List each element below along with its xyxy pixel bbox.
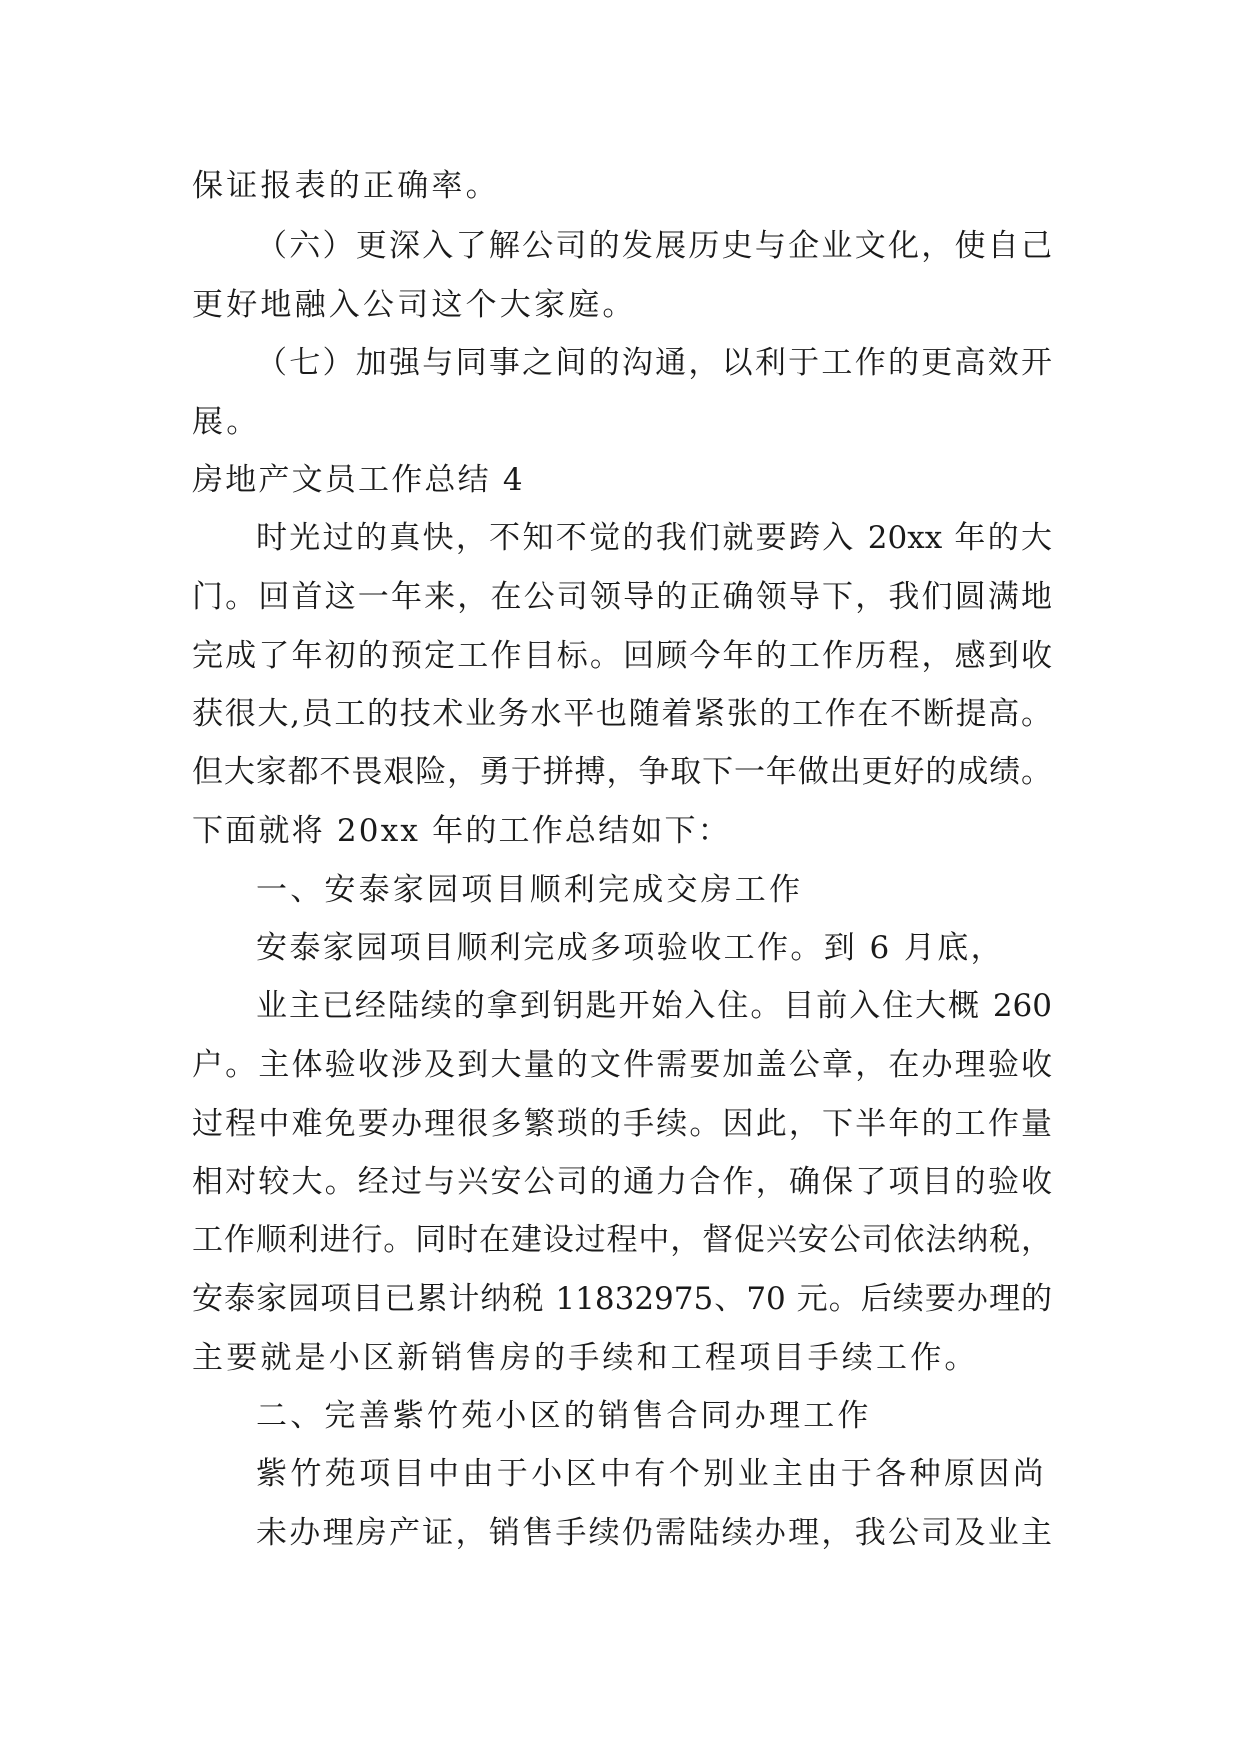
text-line: 紫竹苑项目中由于小区中有个别业主由于各种原因尚 [256, 1456, 1048, 1492]
paragraph-line: 业主已经陆续的拿到钥匙开始入住。目前入住大概 260 [256, 988, 1052, 1024]
paragraph-line: （六）更深入了解公司的发展历史与企业文化，使自己 [256, 228, 1052, 264]
section-heading: 房地产文员工作总结 4 [192, 462, 525, 498]
list-heading: 二、完善紫竹苑小区的销售合同办理工作 [256, 1398, 872, 1434]
paragraph-line: 过程中难免要办理很多繁琐的手续。因此，下半年的工作量 [192, 1106, 1052, 1142]
paragraph-line: 安泰家园项目已累计纳税 11832975、70 元。后续要办理的 [192, 1281, 1052, 1317]
text-line: 下面就将 20xx 年的工作总结如下： [192, 813, 731, 849]
text-line: 保证报表的正确率。 [192, 168, 500, 204]
paragraph-line: 但大家都不畏艰险，勇于拼搏，争取下一年做出更好的成绩。 [192, 754, 1052, 790]
paragraph-line: 获很大,员工的技术业务水平也随着紧张的工作在不断提高。 [192, 696, 1052, 732]
paragraph-line: 完成了年初的预定工作目标。回顾今年的工作历程，感到收 [192, 638, 1052, 674]
paragraph-line: （七）加强与同事之间的沟通，以利于工作的更高效开 [256, 345, 1052, 381]
text-line: 主要就是小区新销售房的手续和工程项目手续工作。 [192, 1340, 979, 1376]
paragraph-line: 未办理房产证，销售手续仍需陆续办理，我公司及业主 [256, 1515, 1052, 1551]
paragraph-line: 时光过的真快，不知不觉的我们就要跨入 20xx 年的大 [256, 520, 1052, 556]
paragraph-line: 工作顺利进行。同时在建设过程中，督促兴安公司依法纳税， [192, 1222, 1052, 1258]
text-line: 展。 [192, 404, 261, 440]
paragraph-line: 相对较大。经过与兴安公司的通力合作，确保了项目的验收 [192, 1164, 1052, 1200]
list-heading: 一、安泰家园项目顺利完成交房工作 [256, 872, 804, 908]
paragraph-line: 门。回首这一年来，在公司领导的正确领导下，我们圆满地 [192, 579, 1052, 615]
text-line: 安泰家园项目顺利完成多项验收工作。到 6 月底， [256, 930, 1005, 966]
text-line: 更好地融入公司这个大家庭。 [192, 287, 637, 323]
paragraph-line: 户。主体验收涉及到大量的文件需要加盖公章，在办理验收 [192, 1047, 1052, 1083]
